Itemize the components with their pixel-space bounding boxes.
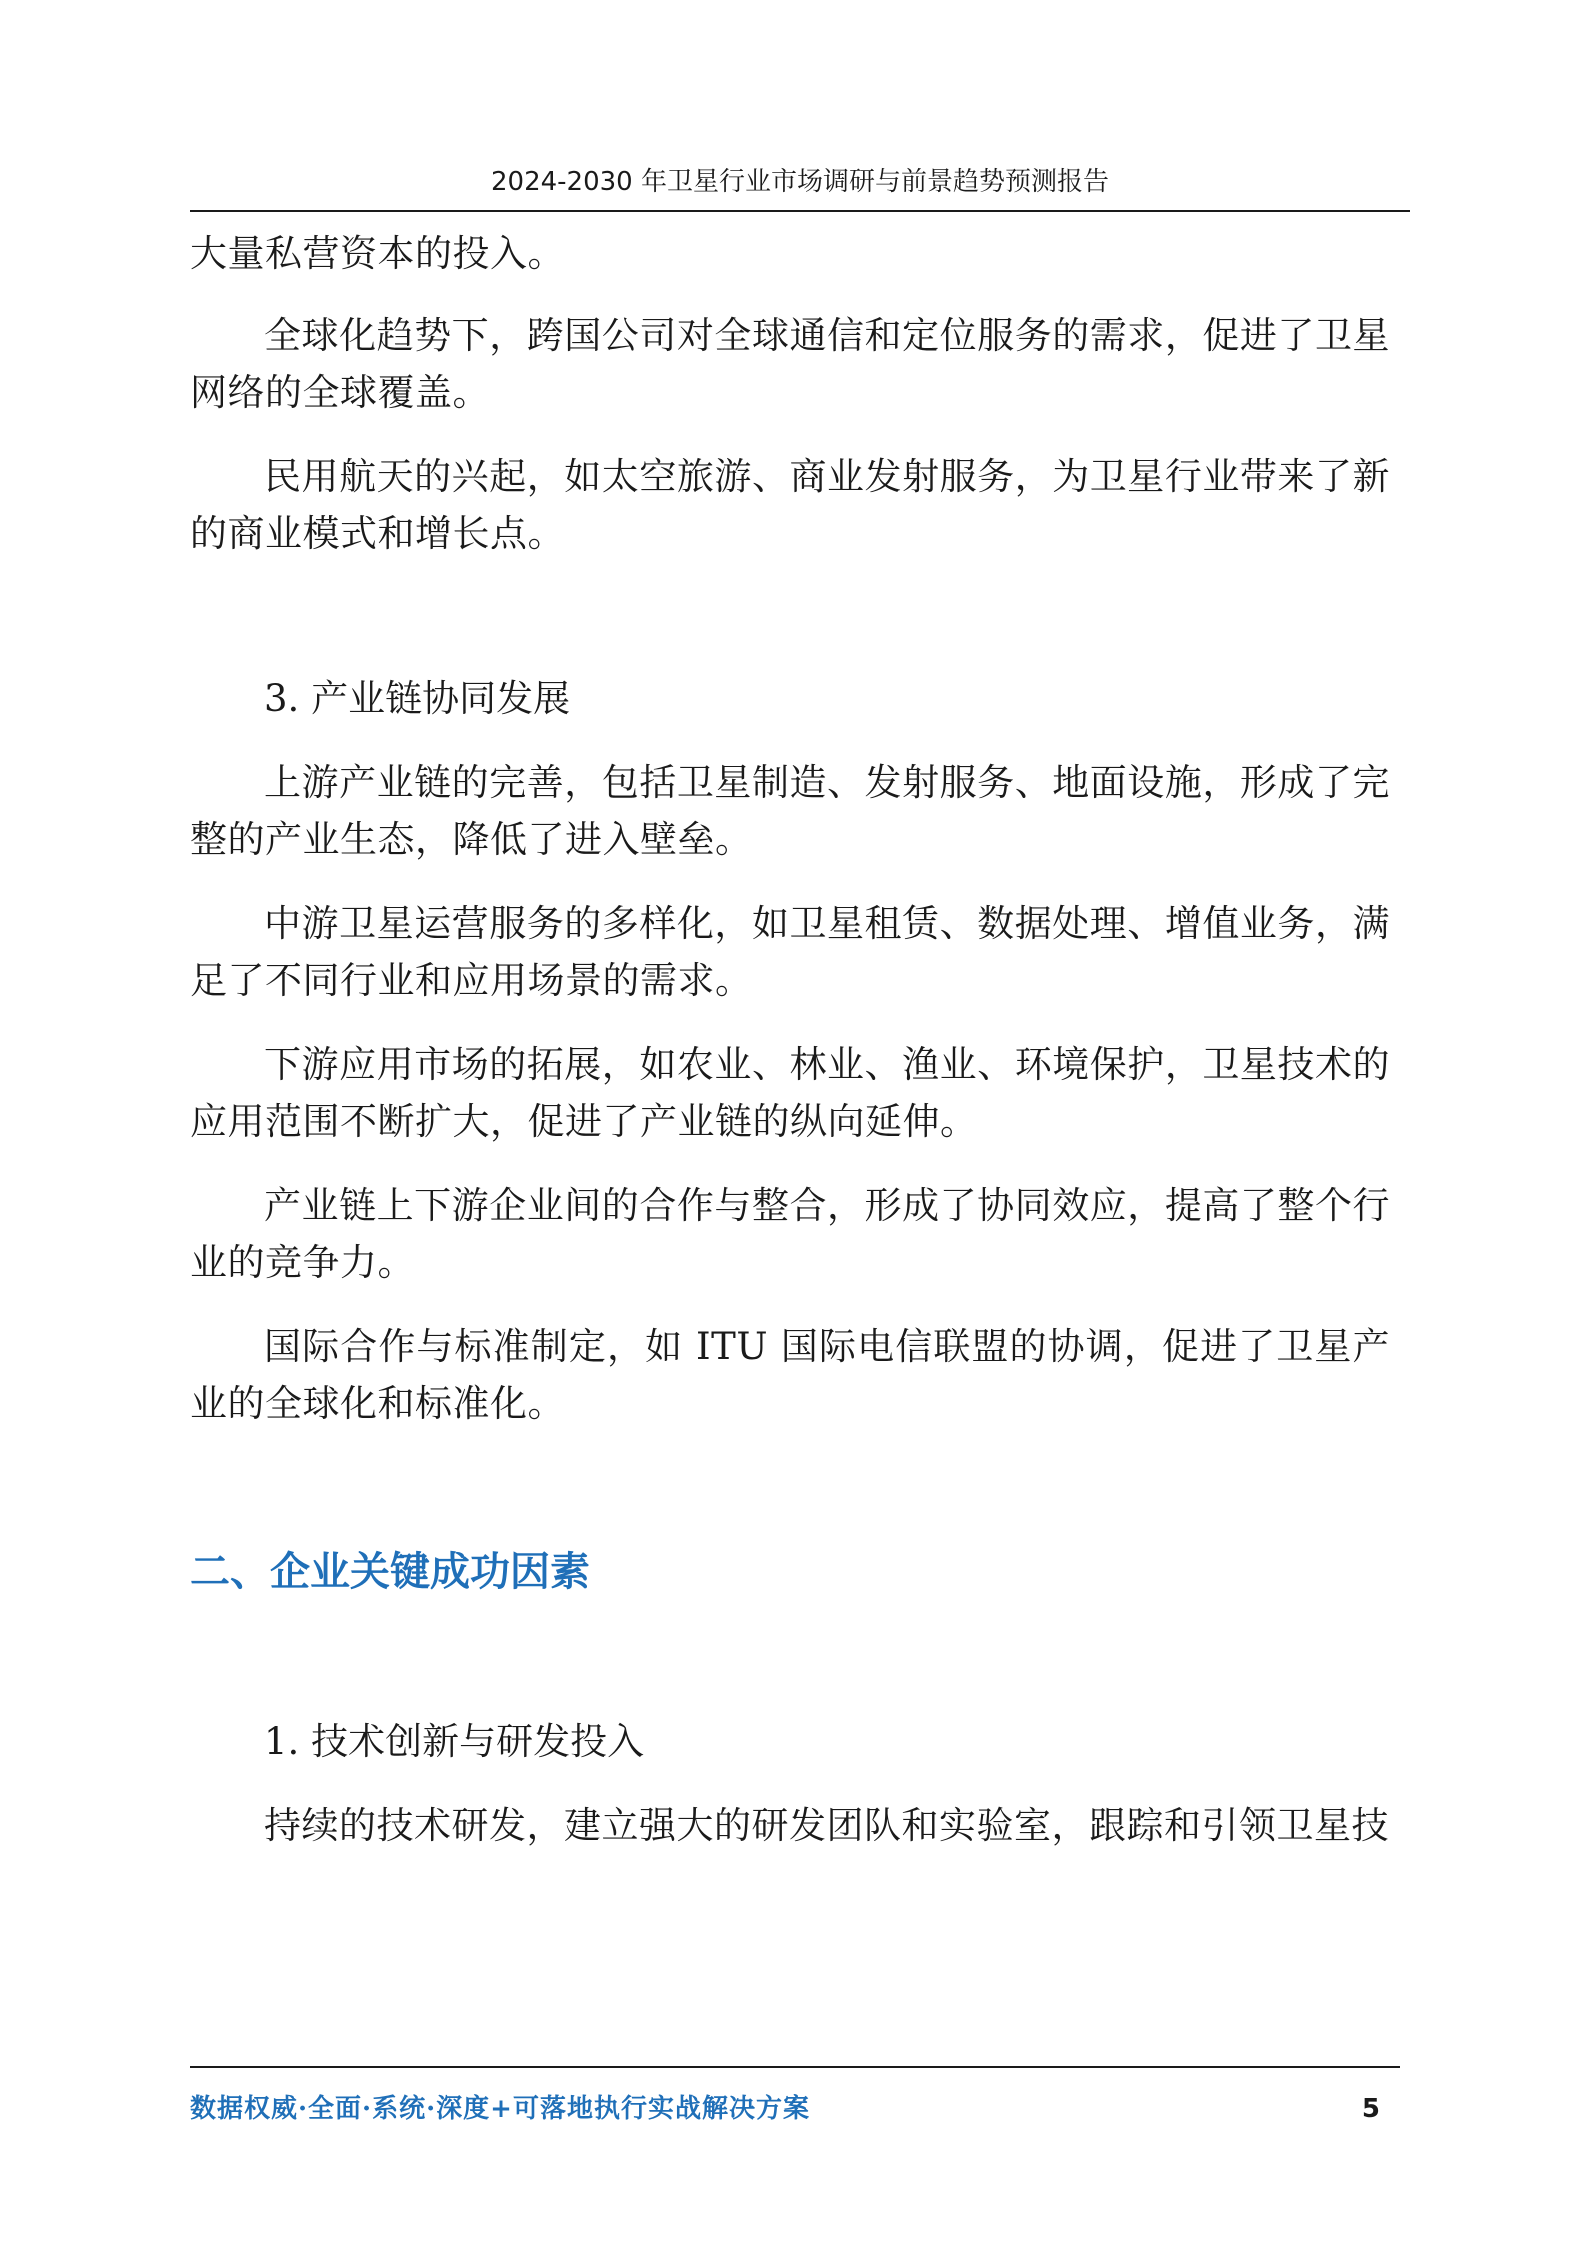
paragraph-rd: 持续的技术研发，建立强大的研发团队和实验室，跟踪和引领卫星技 bbox=[264, 1804, 1389, 1847]
paragraph-civil-aerospace: 民用航天的兴起，如太空旅游、商业发射服务，为卫星行业带来了新的商业模式和增长点。 bbox=[190, 455, 1390, 555]
paragraph-globalization: 全球化趋势下，跨国公司对全球通信和定位服务的需求，促进了卫星网络的全球覆盖。 bbox=[190, 314, 1390, 414]
paragraph-upstream: 上游产业链的完善，包括卫星制造、发射服务、地面设施，形成了完整的产业生态，降低了进入壁垒。 bbox=[190, 761, 1390, 861]
body-content bbox=[190, 225, 1390, 1881]
page-header bbox=[190, 162, 1410, 212]
subheading-industry-chain: 3. 产业链协同发展 bbox=[264, 677, 571, 720]
footer-divider bbox=[190, 2066, 1400, 2068]
paragraph-midstream: 中游卫星运营服务的多样化，如卫星租赁、数据处理、增值业务，满足了不同行业和应用场景的需求。 bbox=[190, 902, 1390, 1002]
report-title: 2024-2030 年卫星行业市场调研与前景趋势预测报告 bbox=[491, 167, 1109, 197]
footer-slogan: 数据权威·全面·系统·深度+可落地执行实战解决方案 bbox=[190, 2094, 810, 2124]
subheading-tech-innovation: 1. 技术创新与研发投入 bbox=[264, 1720, 645, 1763]
paragraph-downstream: 下游应用市场的拓展，如农业、林业、渔业、环境保护，卫星技术的应用范围不断扩大，促进了产业链的纵向延伸。 bbox=[190, 1043, 1390, 1143]
section-heading: 二、企业关键成功因素 bbox=[190, 1549, 590, 1595]
paragraph-continued: 大量私营资本的投入。 bbox=[190, 232, 565, 275]
paragraph-cooperation: 产业链上下游企业间的合作与整合，形成了协同效应，提高了整个行业的竞争力。 bbox=[190, 1184, 1390, 1284]
paragraph-international: 国际合作与标准制定，如 ITU 国际电信联盟的协调，促进了卫星产业的全球化和标准化。 bbox=[190, 1325, 1390, 1425]
page-number: 5 bbox=[1361, 2094, 1380, 2124]
